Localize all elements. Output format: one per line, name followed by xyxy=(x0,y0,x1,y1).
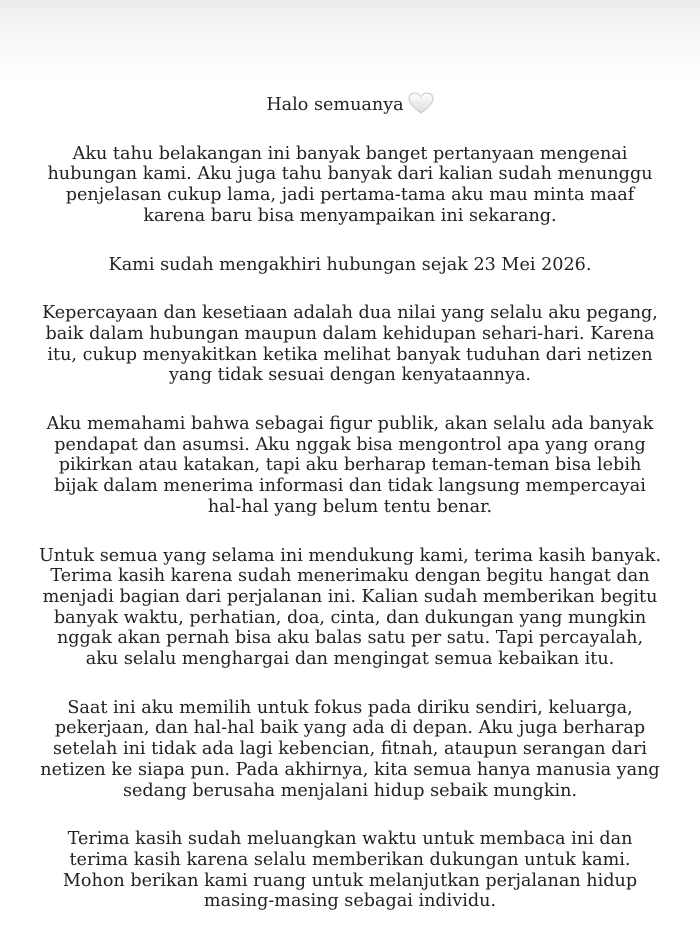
paragraph-trust xyxy=(30,303,670,386)
paragraph-line: Aku memahami bahwa sebagai figur publik, akan selalu ada banyak xyxy=(46,414,654,435)
paragraph-line: terima kasih karena selalu memberikan dukungan untuk kami. xyxy=(69,849,631,870)
paragraph-line: Terima kasih karena sudah menerimaku dengan begitu hangat dan xyxy=(50,566,650,587)
paragraph-closing xyxy=(30,829,670,912)
paragraph-line: baik dalam hubungan maupun dalam kehidupan sehari-hari. Karena xyxy=(45,323,655,344)
paragraph-line: yang tidak sesuai dengan kenyataannya. xyxy=(168,365,532,386)
paragraph-line: Aku tahu belakangan ini banyak banget pertanyaan mengenai xyxy=(72,143,628,164)
paragraph-line: bijak dalam menerima informasi dan tidak langsung mempercayai xyxy=(54,476,646,497)
paragraph-line: Saat ini aku memilih untuk fokus pada diriku sendiri, keluarga, xyxy=(67,697,633,718)
paragraph-line: karena baru bisa menyampaikan ini sekarang. xyxy=(143,205,557,226)
greeting-line xyxy=(0,92,700,116)
story-text-content xyxy=(0,92,700,940)
paragraph-line: hubungan kami. Aku juga tahu banyak dari kalian sudah menunggu xyxy=(47,164,653,185)
paragraph-line: nggak akan pernah bisa aku balas satu per satu. Tapi percayalah, xyxy=(56,628,644,649)
paragraph-public-figure xyxy=(30,414,670,518)
paragraph-apology xyxy=(30,144,670,227)
paragraph-line: Mohon berikan kami ruang untuk melanjutkan perjalanan hidup xyxy=(62,870,638,891)
paragraph-line: netizen ke siapa pun. Pada akhirnya, kita semua hanya manusia yang xyxy=(40,759,660,780)
paragraph-line: pekerjaan, dan hal-hal baik yang ada di depan. Aku juga berharap xyxy=(54,718,646,739)
paragraph-line: Kami sudah mengakhiri hubungan sejak 23 Mei 2026. xyxy=(108,254,592,275)
paragraph-line: pendapat dan asumsi. Aku nggak bisa mengontrol apa yang orang xyxy=(54,434,646,455)
paragraph-line: Terima kasih sudah meluangkan waktu untuk membaca ini dan xyxy=(67,829,633,850)
paragraph-line: sedang berusaha menjalani hidup sebaik mungkin. xyxy=(122,780,578,801)
paragraph-line: banyak waktu, perhatian, doa, cinta, dan dukungan yang mungkin xyxy=(53,607,647,628)
paragraph-line: pikirkan atau katakan, tapi aku berharap teman-teman bisa lebih xyxy=(58,455,642,476)
paragraph-breakup-date xyxy=(30,255,670,276)
paragraph-line: penjelasan cukup lama, jadi pertama-tama aku mau minta maaf xyxy=(65,185,635,206)
paragraph-line: setelah ini tidak ada lagi kebencian, fitnah, ataupun serangan dari xyxy=(52,739,647,760)
paragraph-line: aku selalu menghargai dan mengingat semua kebaikan itu. xyxy=(85,649,615,670)
paragraph-line: hal-hal yang belum tentu benar. xyxy=(207,496,493,517)
paragraph-line: masing-masing sebagai individu. xyxy=(203,891,497,912)
paragraph-line: itu, cukup menyakitkan ketika melihat banyak tuduhan dari netizen xyxy=(47,344,653,365)
top-gradient-overlay xyxy=(0,0,700,80)
paragraph-line: Kepercayaan dan kesetiaan adalah dua nilai yang selalu aku pegang, xyxy=(42,303,658,324)
paragraph-line: Untuk semua yang selama ini mendukung kami, terima kasih banyak. xyxy=(38,545,662,566)
greeting-text: Halo semuanya xyxy=(266,95,404,115)
paragraph-line: menjadi bagian dari perjalanan ini. Kalian sudah memberikan begitu xyxy=(42,586,658,607)
paragraph-focus xyxy=(30,698,670,802)
paragraph-thanks-supporters xyxy=(30,546,670,670)
white-heart-icon xyxy=(408,92,434,114)
